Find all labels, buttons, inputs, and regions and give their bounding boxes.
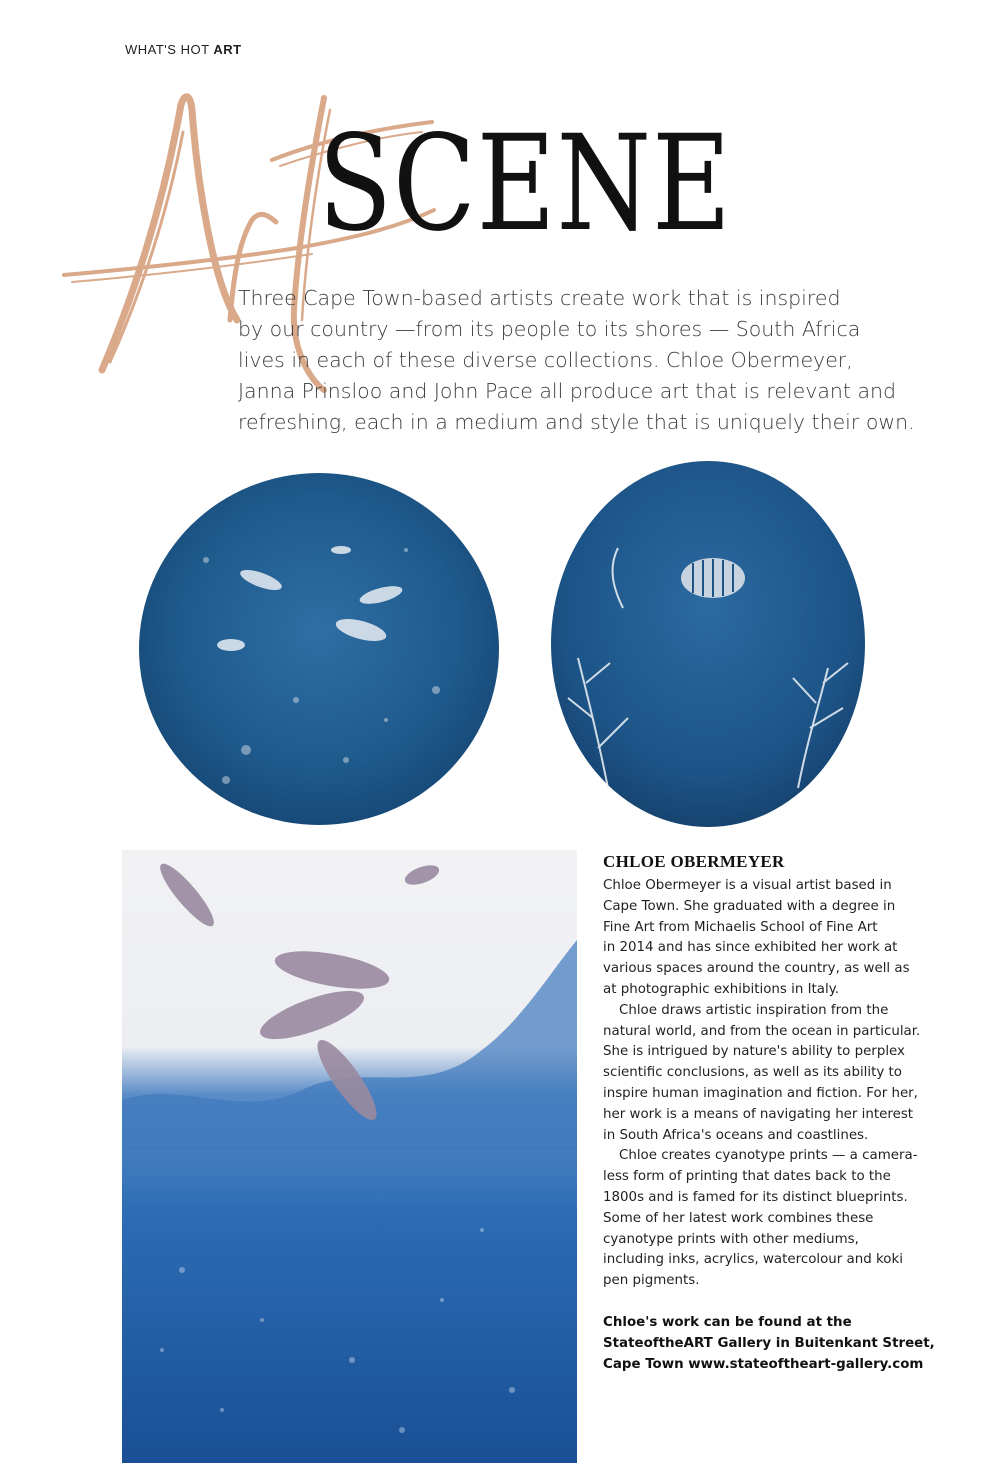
bio-line: Chloe Obermeyer is a visual artist based in: [603, 878, 892, 893]
bio-line: less form of printing that dates back to the: [603, 1169, 891, 1185]
artist-bio: [603, 852, 963, 1375]
bio-line: 1800s and is famed for its distinct blueprints.: [603, 1189, 908, 1205]
bio-line: inspire human imagination and fiction. For her,: [603, 1085, 918, 1101]
bio-line: She is intrigued by nature's ability to perplex: [603, 1044, 905, 1060]
bio-line: in 2014 and has since exhibited her work at: [603, 940, 898, 956]
bio-line: in South Africa's oceans and coastlines.: [603, 1127, 869, 1143]
bio-line: Fine Art from Michaelis School of Fine Art: [603, 919, 878, 935]
cyanotype-panel-fish: [122, 850, 577, 1463]
bio-line: natural world, and from the ocean in particular.: [603, 1023, 921, 1039]
intro-line: Janna Prinsloo and John Pace all produce art that is relevant and: [238, 379, 897, 403]
bio-line: Some of her latest work combines these: [603, 1210, 874, 1226]
cyanotype-circle-coral: [548, 458, 868, 830]
bio-line: at photographic exhibitions in Italy.: [603, 981, 839, 997]
gallery-credit: [603, 1313, 963, 1375]
title-scene: SCENE: [318, 107, 732, 261]
intro-paragraph: [238, 283, 968, 438]
bio-line: various spaces around the country, as well as: [603, 961, 910, 977]
bio-body: [603, 876, 963, 1292]
intro-line: by our country —from its people to its shores — South Africa: [238, 317, 861, 341]
credit-line: StateoftheART Gallery in Buitenkant Street,: [603, 1335, 935, 1351]
artist-name-heading: CHLOE OBERMEYER: [603, 852, 785, 871]
bio-line: cyanotype prints with other mediums,: [603, 1231, 859, 1247]
intro-line: Three Cape Town-based artists create work that is inspired: [238, 286, 841, 310]
section-label: WHAT'S HOT: [125, 42, 210, 57]
bio-line: Chloe draws artistic inspiration from the: [619, 1002, 889, 1018]
bio-line: pen pigments.: [603, 1273, 700, 1289]
bio-line: her work is a means of navigating her interest: [603, 1106, 914, 1122]
intro-line: lives in each of these diverse collections. Chloe Obermeyer,: [238, 348, 853, 372]
category-label: ART: [213, 42, 242, 57]
credit-line: Cape Town www.stateoftheart-gallery.com: [603, 1356, 924, 1372]
bio-line: Chloe creates cyanotype prints — a camera-: [619, 1148, 918, 1164]
bio-line: including inks, acrylics, watercolour and koki: [603, 1252, 903, 1268]
intro-line: refreshing, each in a medium and style that is uniquely their own.: [238, 410, 915, 434]
section-kicker: [125, 42, 242, 57]
credit-line: Chloe's work can be found at the: [603, 1314, 852, 1330]
bio-line: scientific conclusions, as well as its ability to: [603, 1065, 902, 1081]
bio-line: Cape Town. She graduated with a degree in: [603, 898, 896, 914]
cyanotype-circle-fish: [136, 470, 502, 828]
